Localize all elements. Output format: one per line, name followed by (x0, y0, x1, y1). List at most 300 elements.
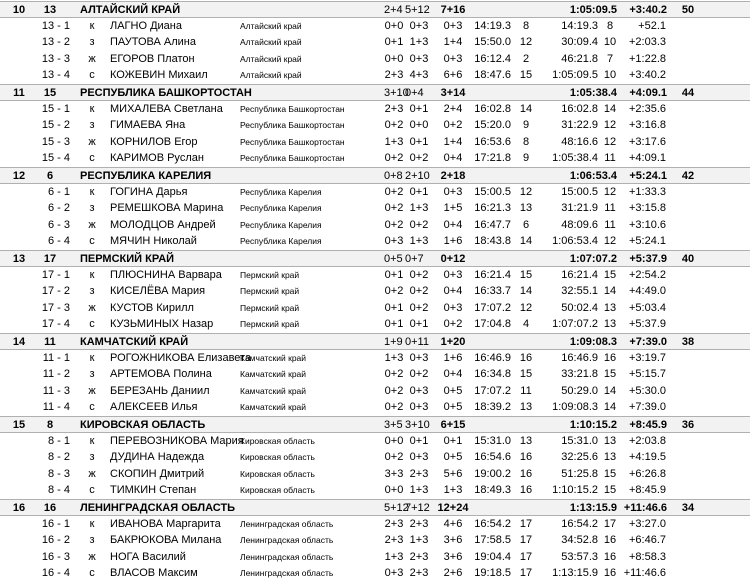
athlete-stage: к (89, 268, 95, 281)
team-penalty-standing: 0+4 (405, 87, 424, 99)
athlete-cumulative-rank: 14 (603, 401, 617, 414)
athlete-leg-rank: 13 (519, 202, 533, 215)
athlete-stage: ж (88, 301, 96, 314)
athlete-behind: +5:37.9 (628, 318, 666, 331)
athlete-name: КАРИМОВ Руслан (110, 152, 204, 165)
athlete-behind: +11:46.6 (623, 567, 666, 580)
athlete-row (0, 101, 750, 118)
team-number: 17 (43, 253, 57, 265)
athlete-penalty-prone: 1+3 (384, 135, 404, 148)
athlete-stage: ж (88, 550, 96, 563)
athlete-cumulative-rank: 12 (603, 235, 617, 248)
athlete-name: СКОПИН Дмитрий (110, 467, 205, 480)
athlete-bib: 11 - 4 (42, 401, 70, 414)
athlete-region: Кировская область (240, 435, 315, 446)
athlete-behind: +2:03.8 (628, 434, 666, 447)
athlete-penalty-prone: 0+2 (384, 218, 404, 231)
team-behind: +8:45.9 (629, 419, 667, 431)
athlete-cumulative-rank: 16 (603, 567, 617, 580)
athlete-behind: +3:15.8 (628, 202, 666, 215)
athlete-cumulative-time: 16:02.8 (561, 102, 598, 115)
athlete-bib: 13 - 3 (41, 52, 70, 65)
athlete-row (0, 532, 750, 549)
team-points: 40 (681, 253, 695, 265)
athlete-region: Ленинградская область (240, 568, 334, 579)
athlete-row (0, 200, 750, 217)
athlete-leg-time: 17:21.8 (474, 152, 511, 165)
athlete-penalty-standing: 0+2 (409, 368, 429, 381)
athlete-stage: с (89, 567, 95, 580)
athlete-penalty-total: 1+6 (443, 351, 463, 364)
team-number: 11 (44, 336, 56, 348)
team-number: 13 (43, 4, 57, 16)
athlete-bib: 11 - 3 (42, 384, 70, 397)
athlete-penalty-prone: 2+3 (384, 534, 404, 547)
athlete-leg-rank: 16 (519, 467, 533, 480)
athlete-penalty-standing: 0+2 (409, 285, 429, 298)
athlete-region: Республика Башкортостан (240, 120, 345, 131)
athlete-leg-rank: 11 (520, 384, 532, 397)
athlete-cumulative-rank: 10 (603, 36, 617, 49)
athlete-penalty-total: 4+6 (443, 517, 463, 530)
athlete-penalty-total: 1+3 (443, 484, 463, 497)
athlete-name: КОЖЕВИН Михаил (110, 69, 208, 82)
athlete-bib: 13 - 2 (41, 36, 70, 49)
athlete-cumulative-rank: 8 (606, 19, 614, 32)
athlete-penalty-standing: 1+3 (409, 202, 429, 215)
athlete-penalty-prone: 3+3 (384, 467, 404, 480)
athlete-cumulative-rank: 13 (603, 434, 617, 447)
athlete-penalty-standing: 1+3 (409, 534, 429, 547)
athlete-penalty-total: 2+6 (443, 567, 463, 580)
athlete-cumulative-time: 1:06:53.4 (552, 235, 598, 248)
athlete-cumulative-rank: 13 (603, 451, 617, 464)
team-penalty-total: 2+18 (440, 170, 466, 182)
team-penalty-standing: 3+10 (405, 419, 430, 431)
team-penalty-standing: 7+12 (405, 502, 430, 514)
athlete-penalty-total: 3+6 (443, 534, 463, 547)
athlete-penalty-prone: 2+3 (384, 102, 404, 115)
athlete-region: Алтайский край (240, 20, 302, 31)
athlete-cumulative-time: 1:05:38.4 (552, 152, 598, 165)
athlete-row (0, 433, 750, 450)
athlete-leg-time: 14:19.3 (474, 19, 511, 32)
athlete-cumulative-rank: 12 (603, 185, 617, 198)
athlete-penalty-total: 0+3 (443, 19, 463, 32)
athlete-penalty-standing: 0+2 (409, 218, 429, 231)
athlete-penalty-standing: 1+3 (409, 235, 429, 248)
athlete-cumulative-rank: 15 (603, 368, 617, 381)
athlete-behind: +6:26.8 (628, 467, 666, 480)
athlete-leg-rank: 12 (519, 36, 533, 49)
athlete-cumulative-time: 32:25.6 (561, 451, 598, 464)
athlete-penalty-standing: 1+3 (409, 36, 429, 49)
athlete-penalty-standing: 1+3 (409, 484, 429, 497)
athlete-bib: 11 - 1 (42, 351, 70, 364)
team-penalty-prone: 3+10 (384, 87, 409, 99)
athlete-leg-time: 18:49.3 (474, 484, 511, 497)
athlete-cumulative-time: 1:07:07.2 (552, 318, 598, 331)
athlete-region: Алтайский край (240, 53, 302, 64)
team-time: 1:10:15.2 (569, 419, 617, 431)
athlete-leg-rank: 6 (522, 218, 530, 231)
athlete-behind: +7:39.0 (628, 401, 666, 414)
athlete-penalty-standing: 0+2 (409, 268, 429, 281)
athlete-cumulative-time: 48:09.6 (561, 218, 598, 231)
athlete-cumulative-rank: 10 (603, 69, 617, 82)
athlete-penalty-standing: 0+2 (409, 301, 429, 314)
athlete-row (0, 184, 750, 201)
athlete-row (0, 350, 750, 367)
athlete-penalty-prone: 0+1 (384, 268, 404, 281)
athlete-row (0, 34, 750, 51)
team-row (0, 84, 750, 101)
athlete-leg-rank: 4 (522, 318, 530, 331)
athlete-cumulative-rank: 16 (603, 550, 617, 563)
athlete-stage: с (89, 235, 95, 248)
athlete-cumulative-rank: 12 (603, 119, 617, 132)
athlete-region: Ленинградская область (240, 535, 334, 546)
team-row (0, 250, 750, 267)
athlete-cumulative-time: 15:31.0 (561, 434, 598, 447)
athlete-behind: +8:45.9 (628, 484, 666, 497)
athlete-bib: 17 - 2 (41, 285, 70, 298)
team-penalty-standing: 2+10 (405, 170, 430, 182)
athlete-row (0, 466, 750, 483)
athlete-penalty-standing: 0+1 (409, 135, 429, 148)
athlete-leg-time: 18:43.8 (474, 235, 511, 248)
athlete-penalty-standing: 0+1 (409, 185, 429, 198)
team-penalty-total: 1+20 (440, 336, 466, 348)
team-time: 1:05:38.4 (569, 87, 617, 99)
athlete-penalty-total: 1+4 (443, 36, 463, 49)
team-penalty-standing: 0+7 (405, 253, 424, 265)
athlete-name: ЕГОРОВ Платон (110, 52, 195, 65)
athlete-row (0, 233, 750, 250)
athlete-bib: 6 - 3 (47, 218, 70, 231)
team-place: 14 (12, 336, 26, 348)
athlete-region: Алтайский край (240, 37, 302, 48)
athlete-behind: +2:54.2 (628, 268, 666, 281)
athlete-stage: с (89, 69, 95, 82)
athlete-row (0, 18, 750, 35)
athlete-cumulative-rank: 11 (604, 152, 616, 165)
athlete-name: РОГОЖНИКОВА Елизавета (110, 351, 252, 364)
athlete-bib: 15 - 2 (41, 119, 70, 132)
athlete-leg-time: 19:04.4 (474, 550, 511, 563)
athlete-name: КОРНИЛОВ Егор (110, 135, 198, 148)
athlete-behind: +5:15.7 (628, 368, 666, 381)
athlete-behind: +3:16.8 (628, 119, 666, 132)
athlete-stage: с (89, 318, 95, 331)
athlete-leg-time: 16:47.7 (474, 218, 511, 231)
team-row (0, 416, 750, 433)
athlete-stage: ж (88, 218, 96, 231)
athlete-leg-time: 18:47.6 (474, 69, 511, 82)
athlete-region: Ленинградская область (240, 551, 334, 562)
athlete-region: Республика Башкортостан (240, 103, 345, 114)
athlete-cumulative-rank: 14 (603, 384, 617, 397)
athlete-row (0, 516, 750, 533)
athlete-name: РЕМЕШКОВА Марина (110, 202, 224, 215)
team-behind: +4:09.1 (629, 87, 667, 99)
athlete-name: МИХАЛЕВА Светлана (110, 102, 223, 115)
athlete-row (0, 300, 750, 317)
athlete-penalty-standing: 0+3 (409, 401, 429, 414)
athlete-cumulative-time: 51:25.8 (561, 467, 598, 480)
athlete-name: БЕРЕЗАНЬ Даниил (110, 384, 210, 397)
team-number: 6 (46, 170, 54, 182)
athlete-penalty-total: 0+4 (443, 368, 463, 381)
athlete-leg-rank: 17 (519, 517, 533, 530)
athlete-cumulative-rank: 11 (604, 202, 616, 215)
athlete-leg-time: 16:54.6 (474, 451, 511, 464)
athlete-leg-rank: 16 (519, 484, 533, 497)
athlete-behind: +4:09.1 (628, 152, 666, 165)
athlete-cumulative-time: 31:22.9 (561, 119, 598, 132)
athlete-stage: з (89, 202, 95, 215)
athlete-stage: к (89, 434, 95, 447)
athlete-bib: 16 - 4 (41, 567, 70, 580)
athlete-leg-rank: 12 (519, 185, 533, 198)
team-time: 1:07:07.2 (569, 253, 617, 265)
athlete-cumulative-time: 50:02.4 (561, 301, 598, 314)
athlete-row (0, 134, 750, 151)
athlete-penalty-total: 3+6 (443, 550, 463, 563)
athlete-behind: +3:40.2 (628, 69, 666, 82)
athlete-penalty-total: 1+4 (443, 135, 463, 148)
athlete-penalty-standing: 0+1 (409, 318, 429, 331)
athlete-region: Ленинградская область (240, 518, 334, 529)
athlete-leg-rank: 9 (522, 119, 530, 132)
athlete-bib: 15 - 3 (41, 135, 70, 148)
athlete-cumulative-rank: 16 (603, 534, 617, 547)
athlete-row (0, 366, 750, 383)
athlete-region: Кировская область (240, 485, 315, 496)
athlete-leg-rank: 14 (519, 235, 533, 248)
team-points: 38 (681, 336, 695, 348)
athlete-penalty-total: 0+2 (443, 318, 463, 331)
athlete-penalty-prone: 0+3 (384, 567, 404, 580)
athlete-behind: +2:03.3 (628, 36, 666, 49)
team-behind: +5:37.9 (629, 253, 667, 265)
athlete-penalty-total: 6+6 (443, 69, 463, 82)
athlete-name: КУСТОВ Кирилл (110, 301, 194, 314)
athlete-leg-time: 17:07.2 (474, 301, 511, 314)
team-points: 50 (681, 4, 695, 16)
team-penalty-standing: 0+11 (405, 336, 429, 348)
team-time: 1:13:15.9 (569, 502, 617, 514)
athlete-penalty-total: 0+3 (443, 268, 463, 281)
team-name: КАМЧАТСКИЙ КРАЙ (80, 336, 189, 348)
athlete-stage: з (89, 451, 95, 464)
athlete-leg-time: 16:33.7 (474, 285, 511, 298)
athlete-cumulative-time: 46:21.8 (561, 52, 598, 65)
team-penalty-prone: 1+9 (384, 336, 403, 348)
athlete-behind: +4:19.5 (628, 451, 666, 464)
athlete-bib: 17 - 3 (41, 301, 70, 314)
athlete-penalty-prone: 2+3 (384, 517, 404, 530)
team-penalty-prone: 2+4 (384, 4, 403, 16)
team-name: РЕСПУБЛИКА КАРЕЛИЯ (80, 170, 212, 182)
athlete-behind: +3:17.6 (628, 135, 666, 148)
athlete-leg-time: 16:53.6 (474, 135, 511, 148)
athlete-cumulative-rank: 11 (604, 218, 616, 231)
athlete-stage: з (89, 368, 95, 381)
athlete-leg-time: 16:21.3 (474, 202, 511, 215)
athlete-region: Кировская область (240, 452, 315, 463)
athlete-stage: с (89, 152, 95, 165)
team-time: 1:09:08.3 (569, 336, 617, 348)
team-penalty-total: 0+12 (440, 253, 466, 265)
athlete-row (0, 117, 750, 134)
athlete-penalty-prone: 2+3 (384, 69, 404, 82)
athlete-region: Пермский край (240, 302, 300, 313)
athlete-row (0, 482, 750, 499)
athlete-leg-rank: 2 (522, 52, 530, 65)
athlete-name: КИСЕЛЁВА Мария (110, 285, 206, 298)
athlete-row (0, 267, 750, 284)
team-behind: +3:40.2 (629, 4, 667, 16)
athlete-stage: з (89, 534, 95, 547)
athlete-row (0, 316, 750, 333)
athlete-cumulative-time: 16:21.4 (561, 268, 598, 281)
team-points: 36 (681, 419, 695, 431)
athlete-leg-time: 17:07.2 (474, 384, 511, 397)
athlete-region: Камчатский край (240, 385, 307, 396)
athlete-penalty-prone: 0+3 (384, 235, 404, 248)
athlete-penalty-total: 1+5 (443, 202, 463, 215)
team-penalty-prone: 0+5 (384, 253, 403, 265)
team-name: КИРОВСКАЯ ОБЛАСТЬ (80, 419, 206, 431)
athlete-bib: 11 - 2 (42, 368, 70, 381)
athlete-penalty-prone: 0+0 (384, 434, 404, 447)
team-penalty-total: 12+24 (437, 502, 469, 514)
athlete-penalty-total: 0+4 (443, 152, 463, 165)
athlete-penalty-standing: 0+1 (409, 434, 429, 447)
team-penalty-prone: 3+5 (384, 419, 403, 431)
athlete-penalty-prone: 0+2 (384, 202, 404, 215)
team-behind: +7:39.0 (629, 336, 667, 348)
athlete-penalty-prone: 0+2 (384, 368, 404, 381)
athlete-cumulative-rank: 13 (603, 318, 617, 331)
athlete-name: НОГА Василий (110, 550, 186, 563)
athlete-stage: к (89, 102, 95, 115)
athlete-penalty-standing: 0+1 (409, 102, 429, 115)
athlete-leg-time: 18:39.2 (474, 401, 511, 414)
athlete-penalty-prone: 0+2 (384, 119, 404, 132)
athlete-penalty-prone: 0+2 (384, 185, 404, 198)
athlete-bib: 13 - 4 (41, 69, 70, 82)
athlete-name: МЯЧИН Николай (110, 235, 197, 248)
athlete-bib: 15 - 1 (41, 102, 70, 115)
team-penalty-prone: 0+8 (384, 170, 403, 182)
athlete-penalty-standing: 2+3 (409, 550, 429, 563)
athlete-region: Кировская область (240, 468, 315, 479)
athlete-cumulative-time: 31:21.9 (561, 202, 598, 215)
athlete-region: Республика Карелия (240, 219, 322, 230)
athlete-penalty-total: 0+5 (443, 384, 463, 397)
athlete-region: Пермский край (240, 269, 300, 280)
athlete-penalty-standing: 2+3 (409, 517, 429, 530)
athlete-row (0, 150, 750, 167)
athlete-name: МОЛОДЦОВ Андрей (110, 218, 216, 231)
team-number: 16 (43, 502, 57, 514)
athlete-stage: ж (88, 52, 96, 65)
athlete-leg-rank: 14 (519, 102, 533, 115)
athlete-cumulative-time: 53:57.3 (561, 550, 598, 563)
athlete-penalty-total: 0+5 (443, 451, 463, 464)
athlete-row (0, 449, 750, 466)
athlete-name: БАКРЮКОВА Милана (110, 534, 222, 547)
athlete-cumulative-time: 50:29.0 (561, 384, 598, 397)
athlete-bib: 16 - 2 (41, 534, 70, 547)
athlete-stage: с (89, 401, 95, 414)
team-place: 13 (12, 253, 26, 265)
athlete-region: Республика Башкортостан (240, 153, 345, 164)
athlete-penalty-total: 0+3 (443, 301, 463, 314)
athlete-stage: з (89, 36, 95, 49)
athlete-stage: с (89, 484, 95, 497)
athlete-leg-time: 17:04.8 (474, 318, 511, 331)
athlete-bib: 6 - 1 (47, 185, 70, 198)
athlete-penalty-prone: 0+0 (384, 484, 404, 497)
athlete-behind: +5:03.4 (628, 301, 666, 314)
athlete-region: Пермский край (240, 286, 300, 297)
athlete-leg-rank: 17 (519, 534, 533, 547)
team-number: 8 (46, 419, 54, 431)
athlete-cumulative-rank: 15 (603, 467, 617, 480)
athlete-behind: +3:27.0 (628, 517, 666, 530)
athlete-leg-rank: 12 (519, 301, 533, 314)
athlete-penalty-prone: 0+2 (384, 384, 404, 397)
athlete-cumulative-time: 1:09:08.3 (552, 401, 598, 414)
athlete-cumulative-rank: 13 (603, 301, 617, 314)
athlete-penalty-prone: 0+2 (384, 285, 404, 298)
athlete-name: ГИМАЕВА Яна (110, 119, 186, 132)
athlete-penalty-prone: 1+3 (384, 550, 404, 563)
athlete-cumulative-time: 16:46.9 (561, 351, 598, 364)
athlete-cumulative-rank: 14 (603, 102, 617, 115)
athlete-penalty-total: 5+6 (443, 467, 463, 480)
athlete-cumulative-time: 34:52.8 (561, 534, 598, 547)
team-penalty-total: 7+16 (440, 4, 466, 16)
athlete-leg-time: 15:50.0 (474, 36, 511, 49)
athlete-bib: 17 - 1 (41, 268, 70, 281)
athlete-penalty-standing: 0+3 (409, 52, 429, 65)
athlete-bib: 15 - 4 (41, 152, 70, 165)
athlete-leg-rank: 13 (519, 401, 533, 414)
athlete-row (0, 217, 750, 234)
athlete-behind: +5:24.1 (628, 235, 666, 248)
athlete-penalty-total: 0+2 (443, 119, 463, 132)
athlete-bib: 6 - 2 (47, 202, 70, 215)
athlete-penalty-total: 0+4 (443, 218, 463, 231)
athlete-region: Республика Карелия (240, 203, 322, 214)
athlete-leg-rank: 8 (522, 19, 530, 32)
athlete-cumulative-time: 16:54.2 (561, 517, 598, 530)
athlete-penalty-total: 1+6 (443, 235, 463, 248)
athlete-cumulative-time: 1:10:15.2 (552, 484, 598, 497)
athlete-leg-rank: 9 (522, 152, 530, 165)
athlete-leg-time: 16:21.4 (474, 268, 511, 281)
athlete-leg-rank: 15 (519, 268, 533, 281)
athlete-penalty-prone: 0+1 (384, 301, 404, 314)
team-name: ПЕРМСКИЙ КРАЙ (80, 253, 175, 265)
athlete-row (0, 565, 750, 582)
team-penalty-total: 3+14 (440, 87, 466, 99)
athlete-leg-time: 16:46.9 (474, 351, 511, 364)
